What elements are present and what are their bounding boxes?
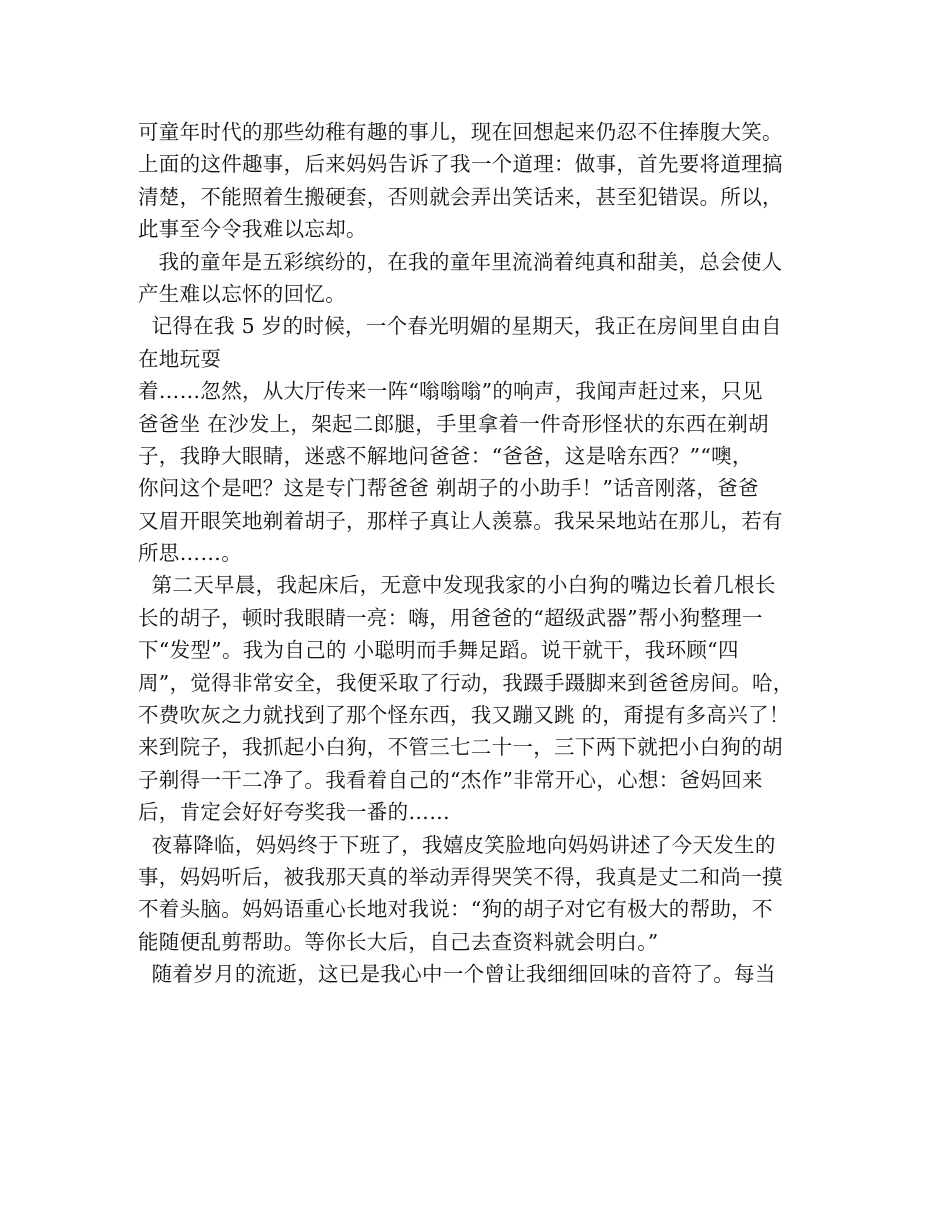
text-line: 后，肯定会好好夸奖我一番的…… [138, 800, 450, 825]
text-line: 周”，觉得非常安全，我便采取了行动，我蹑手蹑脚来到爸爸房间。哈， [138, 670, 794, 695]
text-line: 不着头脑。妈妈语重心长地对我说：“狗的胡子对它有极大的帮助，不 [138, 897, 773, 922]
text-line: 长的胡子，顿时我眼睛一亮：嗨，用爸爸的“超级武器”帮小狗整理一 [138, 605, 763, 630]
text-line: 不费吹灰之力就找到了那个怪东西，我又蹦又跳 的，甭提有多高兴了！ [138, 703, 790, 728]
text-line: 子，我睁大眼睛，迷惑不解地问爸爸：“爸爸，这是啥东西？”“噢， [138, 443, 753, 468]
text-line: 夜幕降临，妈妈终于下班了，我嬉皮笑脸地向妈妈讲述了今天发生的 [138, 832, 776, 857]
text-line: 清楚，不能照着生搬硬套，否则就会弄出笑话来，甚至犯错误。所以， [138, 184, 783, 209]
text-line: 随着岁月的流逝，这已是我心中一个曾让我细细回味的音符了。每当 [138, 962, 776, 987]
text-line: 子剃得一干二净了。我看着自己的“杰作”非常开心，心想：爸妈回来 [138, 767, 763, 792]
text-line: 上面的这件趣事，后来妈妈告诉了我一个道理：做事，首先要将道理搞 [138, 152, 783, 177]
text-line: 着……忽然，从大厅传来一阵“嗡嗡嗡”的响声，我闻声赶过来，只见 [138, 379, 763, 404]
text-line: 在地玩耍 [138, 346, 222, 371]
text-line: 又眉开眼笑地剃着胡子，那样子真让人羡慕。我呆呆地站在那儿，若有 [138, 508, 783, 533]
text-line: 可童年时代的那些幼稚有趣的事儿，现在回想起来仍忍不住捧腹大笑。 [138, 120, 783, 144]
body-text [138, 116, 828, 991]
text-line: 所思……。 [138, 541, 242, 566]
text-line: 第二天早晨，我起床后，无意中发现我家的小白狗的嘴边长着几根长 [138, 573, 776, 598]
text-line: 我的童年是五彩缤纷的，在我的童年里流淌着纯真和甜美，总会使人 [138, 249, 783, 274]
text-line: 记得在我 5 岁的时候，一个春光明媚的星期天，我正在房间里自由自 [138, 314, 782, 339]
text-line: 下“发型”。我为自己的 小聪明而手舞足蹈。说干就干，我环顾“四 [138, 638, 739, 663]
text-line: 事，妈妈听后，被我那天真的举动弄得哭笑不得，我真是丈二和尚一摸 [138, 864, 783, 889]
text-line: 你问这个是吧？这是专门帮爸爸 剃胡子的小助手！”话音刚落，爸爸 [138, 476, 759, 501]
text-line: 此事至今令我难以忘却。 [138, 217, 367, 242]
text-line: 来到院子，我抓起小白狗，不管三七二十一，三下两下就把小白狗的胡 [138, 735, 783, 760]
text-line: 产生难以忘怀的回忆。 [138, 281, 346, 306]
text-line: 能随便乱剪帮助。等你长大后，自己去查资料就会明白。” [138, 929, 659, 954]
text-line: 爸爸坐 在沙发上，架起二郎腿，手里拿着一件奇形怪状的东西在剃胡 [138, 411, 769, 436]
